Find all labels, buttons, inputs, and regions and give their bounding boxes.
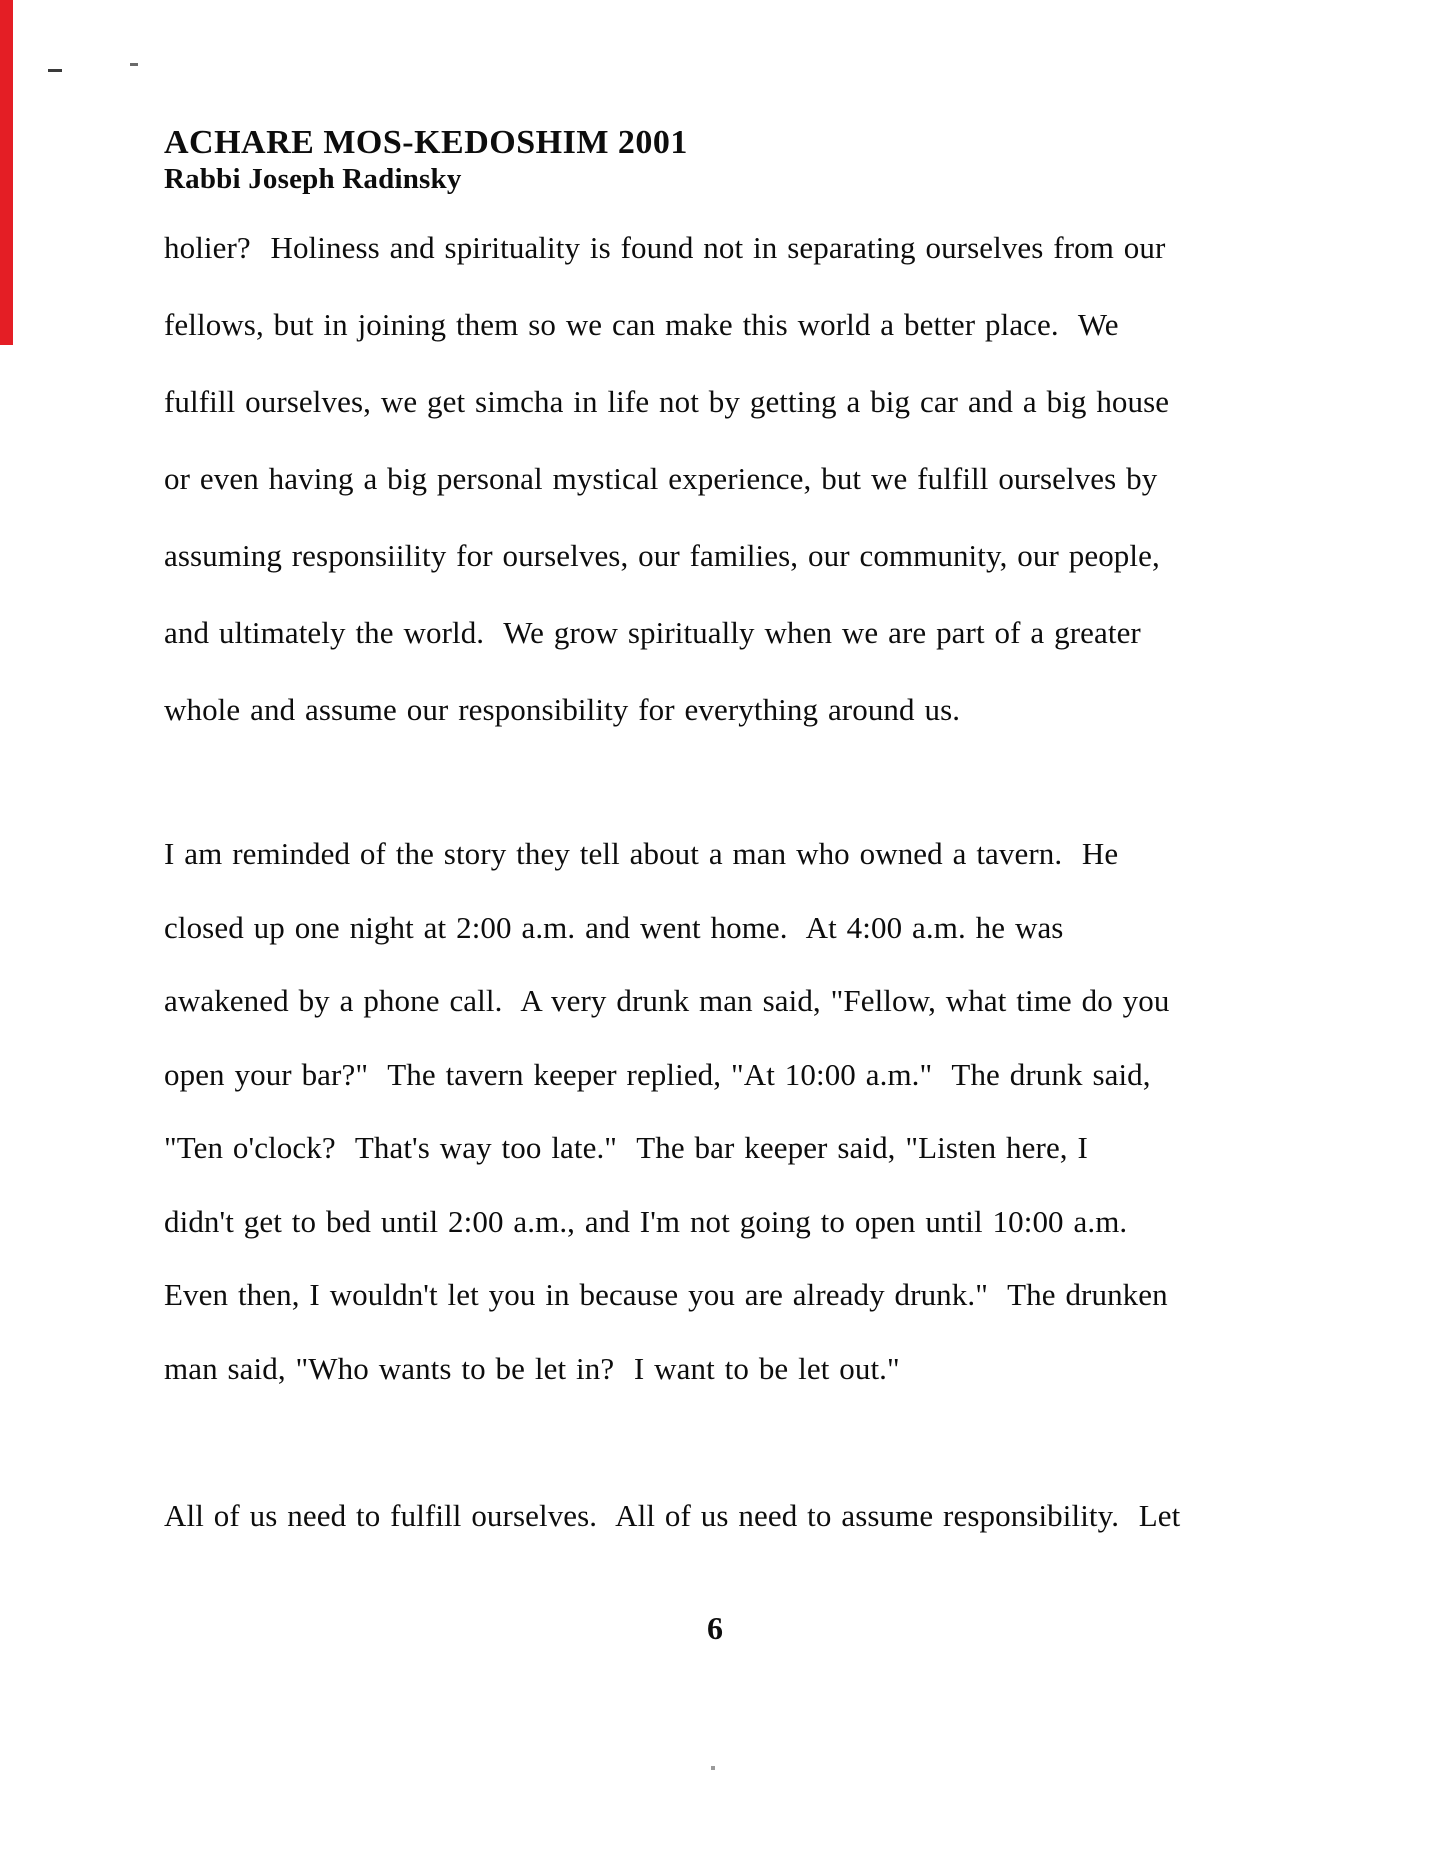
text-line: I am reminded of the story they tell about a man who owned a tavern. He (164, 836, 1119, 871)
text-line: holier? Holiness and spirituality is found not in separating ourselves from our (164, 230, 1166, 265)
text-line: Even then, I wouldn't let you in because you are already drunk." The drunken (164, 1277, 1168, 1312)
text-line: and ultimately the world. We grow spiritually when we are part of a greater (164, 615, 1141, 650)
text-line: fellows, but in joining them so we can make this world a better place. We (164, 307, 1119, 342)
paragraph-conclusion (164, 1498, 1284, 1572)
text-line: fulfill ourselves, we get simcha in life not by getting a big car and a big house (164, 384, 1170, 419)
text-line: whole and assume our responsibility for everything around us. (164, 692, 961, 727)
scan-speck-bottom (711, 1766, 715, 1770)
text-line: All of us need to fulfill ourselves. All of us need to assume responsibility. Let (164, 1498, 1181, 1533)
text-line: awakened by a phone call. A very drunk man said, "Fellow, what time do you (164, 983, 1170, 1018)
document-title: ACHARE MOS-KEDOSHIM 2001 (164, 124, 688, 161)
text-line: man said, "Who wants to be let in? I want to be let out." (164, 1350, 900, 1386)
scan-artifact-red-bar (0, 0, 13, 345)
page-number: 6 (707, 1610, 723, 1646)
text-line: open your bar?" The tavern keeper replied, "At 10:00 a.m." The drunk said, (164, 1056, 1151, 1092)
text-line: "Ten o'clock? That's way too late." The bar keeper said, "Listen here, I (164, 1130, 1088, 1165)
text-line: or even having a big personal mystical experience, but we fulfill ourselves by (164, 461, 1158, 496)
paragraph-tavern-story (164, 836, 1284, 1424)
scan-speck-left (48, 69, 62, 72)
paragraph-holiness (164, 230, 1284, 769)
text-line: closed up one night at 2:00 a.m. and went home. At 4:00 a.m. he was (164, 909, 1064, 945)
text-line: didn't get to bed until 2:00 a.m., and I'm not going to open until 10:00 a.m. (164, 1203, 1128, 1239)
scan-speck-right (130, 63, 138, 66)
text-line: assuming responsiility for ourselves, our families, our community, our people, (164, 538, 1160, 573)
document-author: Rabbi Joseph Radinsky (164, 163, 462, 195)
